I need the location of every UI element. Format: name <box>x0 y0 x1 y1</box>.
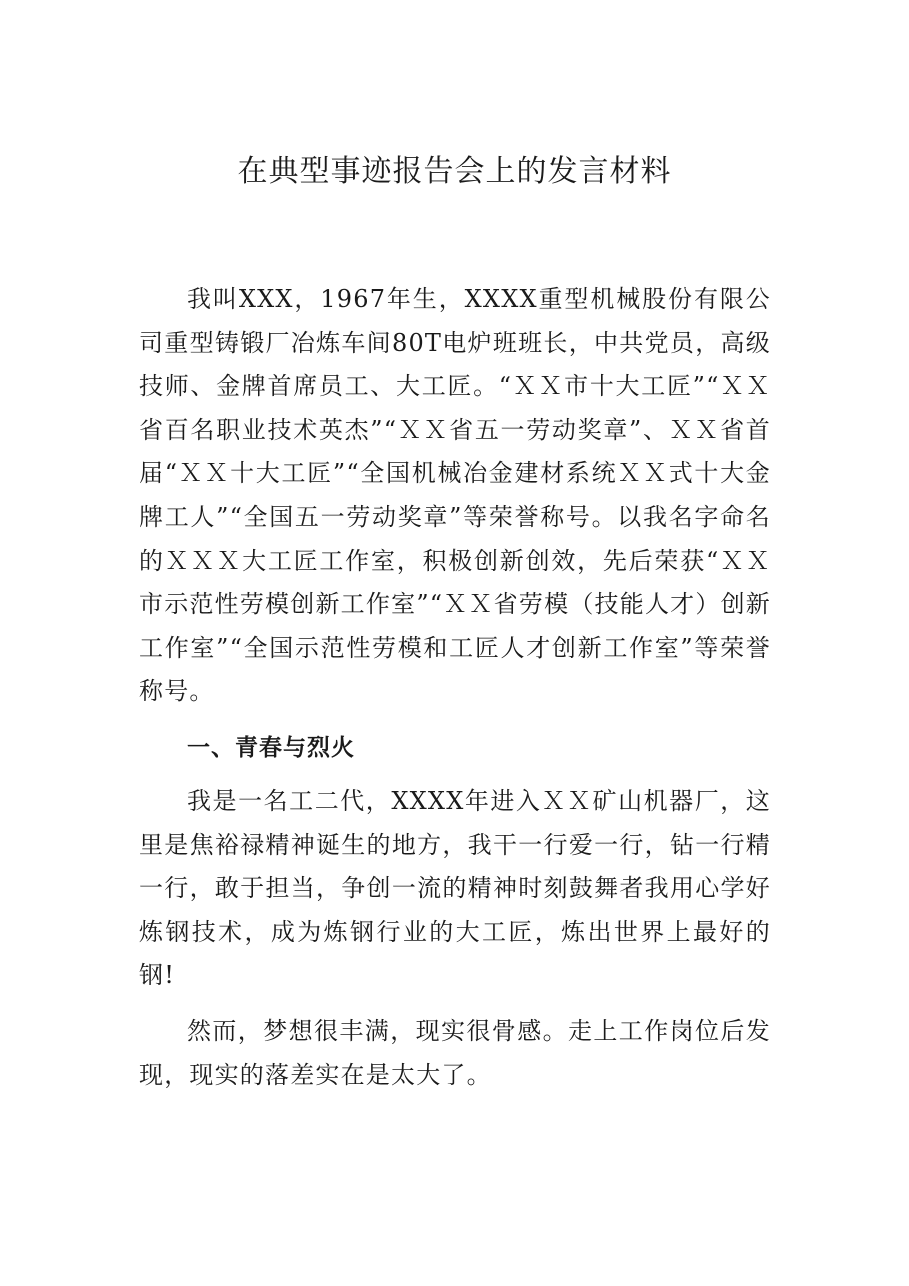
document-body <box>139 278 771 1109</box>
section-paragraph-2: 然而，梦想很丰满，现实很骨感。走上工作岗位后发现，现实的落差实在是太大了。 <box>139 1016 771 1089</box>
intro-paragraph: 我叫XXX，1967年生，XXXX重型机械股份有限公司重型铸锻厂冶炼车间80T电炉班班长，中共党员，高级技师、金牌首席员工、大工匠。“ＸＸ市十大工匠”“ＸＸ省百名职业技术英杰”“ＸＸ省五一劳动奖章”、ＸＸ省首届“ＸＸ十大工匠”“全国机械冶金建材系统ＸＸ式十大金牌工人”“全国五一劳动奖章”等荣誉称号。以我名字命名的ＸＸＸ大工匠工作室，积极创新创效，先后荣获“ＸＸ市示范性劳模创新工作室”“ＸＸ省劳模（技能人才）创新工作室”“全国示范性劳模和工匠人才创新工作室”等荣誉称号。 <box>139 285 771 706</box>
section-paragraph-1: 我是一名工二代，XXXX年进入ＸＸ矿山机器厂，这里是焦裕禄精神诞生的地方，我干一行爱一行，钻一行精一行，敢于担当，争创一流的精神时刻鼓舞者我用心学好炼钢技术，成为炼钢行业的大工匠，炼出世界上最好的钢! <box>139 786 771 990</box>
section-heading: 一、青春与烈火 <box>187 734 355 761</box>
document-title: 在典型事迹报告会上的发言材料 <box>237 154 672 189</box>
